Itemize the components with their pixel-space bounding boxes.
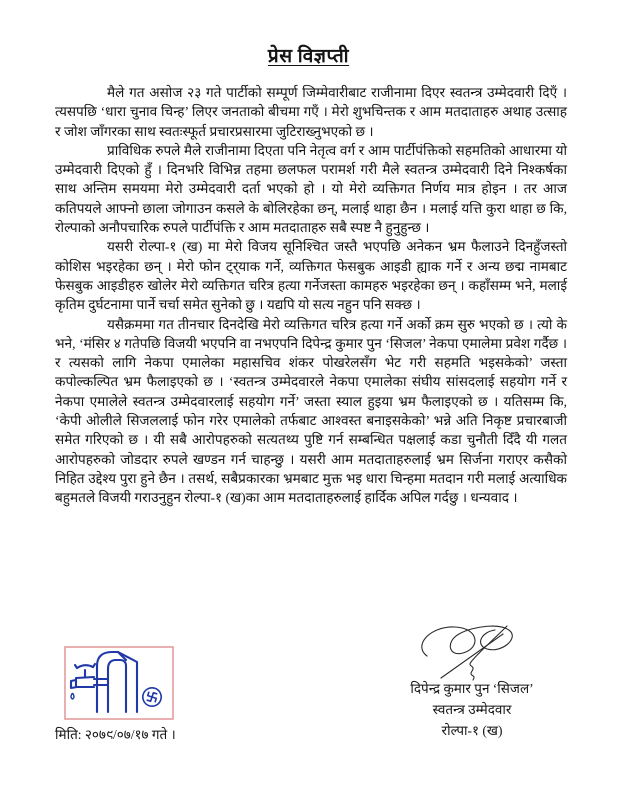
paragraph-2: प्राविधिक रुपले मैले राजीनामा दिएता पनि नेतृत्व वर्ग र आम पार्टीपंक्तिको सहमतिको आधारमा यो उम्मेदवारी दिएको हुँ । दिनभरि विभिन्न तहमा छलफल परामर्श गरी मैले स्वतन्त्र उम्मेदवारी दिने निश्कर्षका साथ अन्तिम समयमा मेरो उम्मेदवारी दर्ता भएको हो । यो मेरो व्यक्तिगत निर्णय मात्र होइन । तर आज कतिपयले आफ्नो छाला जोगाउन कसले के बोलिरहेका छन्, मलाई थाहा छैन । मलाई यत्ति कुरा थाहा छ कि, रोल्पाको अनौपचारिक रुपले पार्टीपंक्ति र आम मतदाताहरु सबै स्पष्ट नै हुनुहुन्छ । (55, 142, 567, 236)
paragraph-3: यसरी रोल्पा-१ (ख) मा मेरो विजय सूनिश्चित जस्तै भएपछि अनेकन भ्रम फैलाउने दिनहुँजस्तो कोशिस भइरहेका छन् । मेरो फोन ट्र्याक गर्ने, व्यक्तिगत फेसबुक आइडी ह्याक गर्ने र अन्य छद्म नामबाट फेसबुक आइडीहरु खोलेर मेरो व्यक्तिगत चरित्र हत्या गर्नेजस्ता कामहरु भइरहेका छन् । कहाँसम्म भने, मलाई कृतिम दुर्घटनामा पार्ने चर्चा समेत सुनेको छु । यद्यपि यो सत्य नहुन पनि सक्छ । (55, 239, 567, 313)
date-line: मिति: २०७९/०७/१७ गते । (55, 727, 176, 742)
press-release-document (0, 42, 617, 810)
paragraph-4: यसैक्रममा गत तीनचार दिनदेखि मेरो व्यक्तिगत चरित्र हत्या गर्ने अर्को क्रम सुरु भएको छ । त्यो के भने, ‘मंसिर ४ गतेपछि विजयी भएपनि वा नभएपनि दिपेन्द्र कुमार पुन ‘सिजल’ नेकपा एमालेमा प्रवेश गर्दैछ । र त्यसको लागि नेकपा एमालेका महासचिव शंकर पोखरेलसँग भेट गरी सहमति भइसकेको’ जस्ता कपोल्कल्पित भ्रम फैलाइएको छ । ‘स्वतन्त्र उम्मेदवारले नेकपा एमालेका संघीय सांसदलाई सहयोग गर्ने र नेकपा एमालेले स्वतन्त्र उम्मेदवारलाई सहयोग गर्ने’ जस्ता स्याल हुइया भ्रम फैलाइएको छ । यतिसम्म कि, ‘केपी ओलीले सिजललाई फोन गरेर एमालेको तर्फबाट आश्वस्त बनाइसकेको’ भन्ने अति निकृष्ट प्रचारबाजी समेत गरिएको छ । यी सबै आरोपहरुको सत्यतथ्य पुष्टि गर्न सम्बन्धित पक्षलाई कडा चुनौती दिँदै यी गलत आरोपहरुको जोडदार रुपले खण्डन गर्न चाहन्छु । यसरी आम मतदाताहरुलाई भ्रम सिर्जना गराएर कसैको निहित उद्देश्य पुरा हुने छैन । तसर्थ, सबैप्रकारका भ्रमबाट मुक्त भइ धारा चिन्हमा मतदान गरी मलाई अत्याधिक बहुमतले विजयी गराउनुहुन रोल्पा-१ (ख)का आम मतदाताहरुलाई हार्दिक अपिल गर्दछु । धन्यवाद । (55, 316, 567, 506)
dhara-tap-election-symbol-logo (64, 646, 174, 720)
signatory-role: स्वतन्त्र उम्मेदवार (432, 702, 512, 717)
page-title: प्रेस विज्ञप्ती (267, 46, 350, 67)
paragraph-1: मैले गत असोज २३ गते पार्टीको सम्पूर्ण जिम्मेवारीबाट राजीनामा दिएर स्वतन्त्र उम्मेदवारी दिएँ । त्यसपछि ‘धारा चुनाव चिन्ह’ लिएर जनताको बीचमा गएँ । मेरो शुभचिन्तक र आम मतदाताहरु अथाह उत्साह र जोश जाँगरका साथ स्वतःस्फूर्त प्रचारप्रसारमा जुटिराख्नुभएको छ । (55, 85, 567, 139)
signatory-constituency: रोल्पा-१ (ख) (441, 723, 503, 738)
signature-block (372, 620, 572, 741)
signatory-name: दिपेन्द्र कुमार पुन ‘सिजल’ (410, 681, 534, 696)
water-tap-icon (64, 646, 174, 720)
handwritten-signature (407, 620, 537, 684)
document-body (0, 83, 617, 571)
